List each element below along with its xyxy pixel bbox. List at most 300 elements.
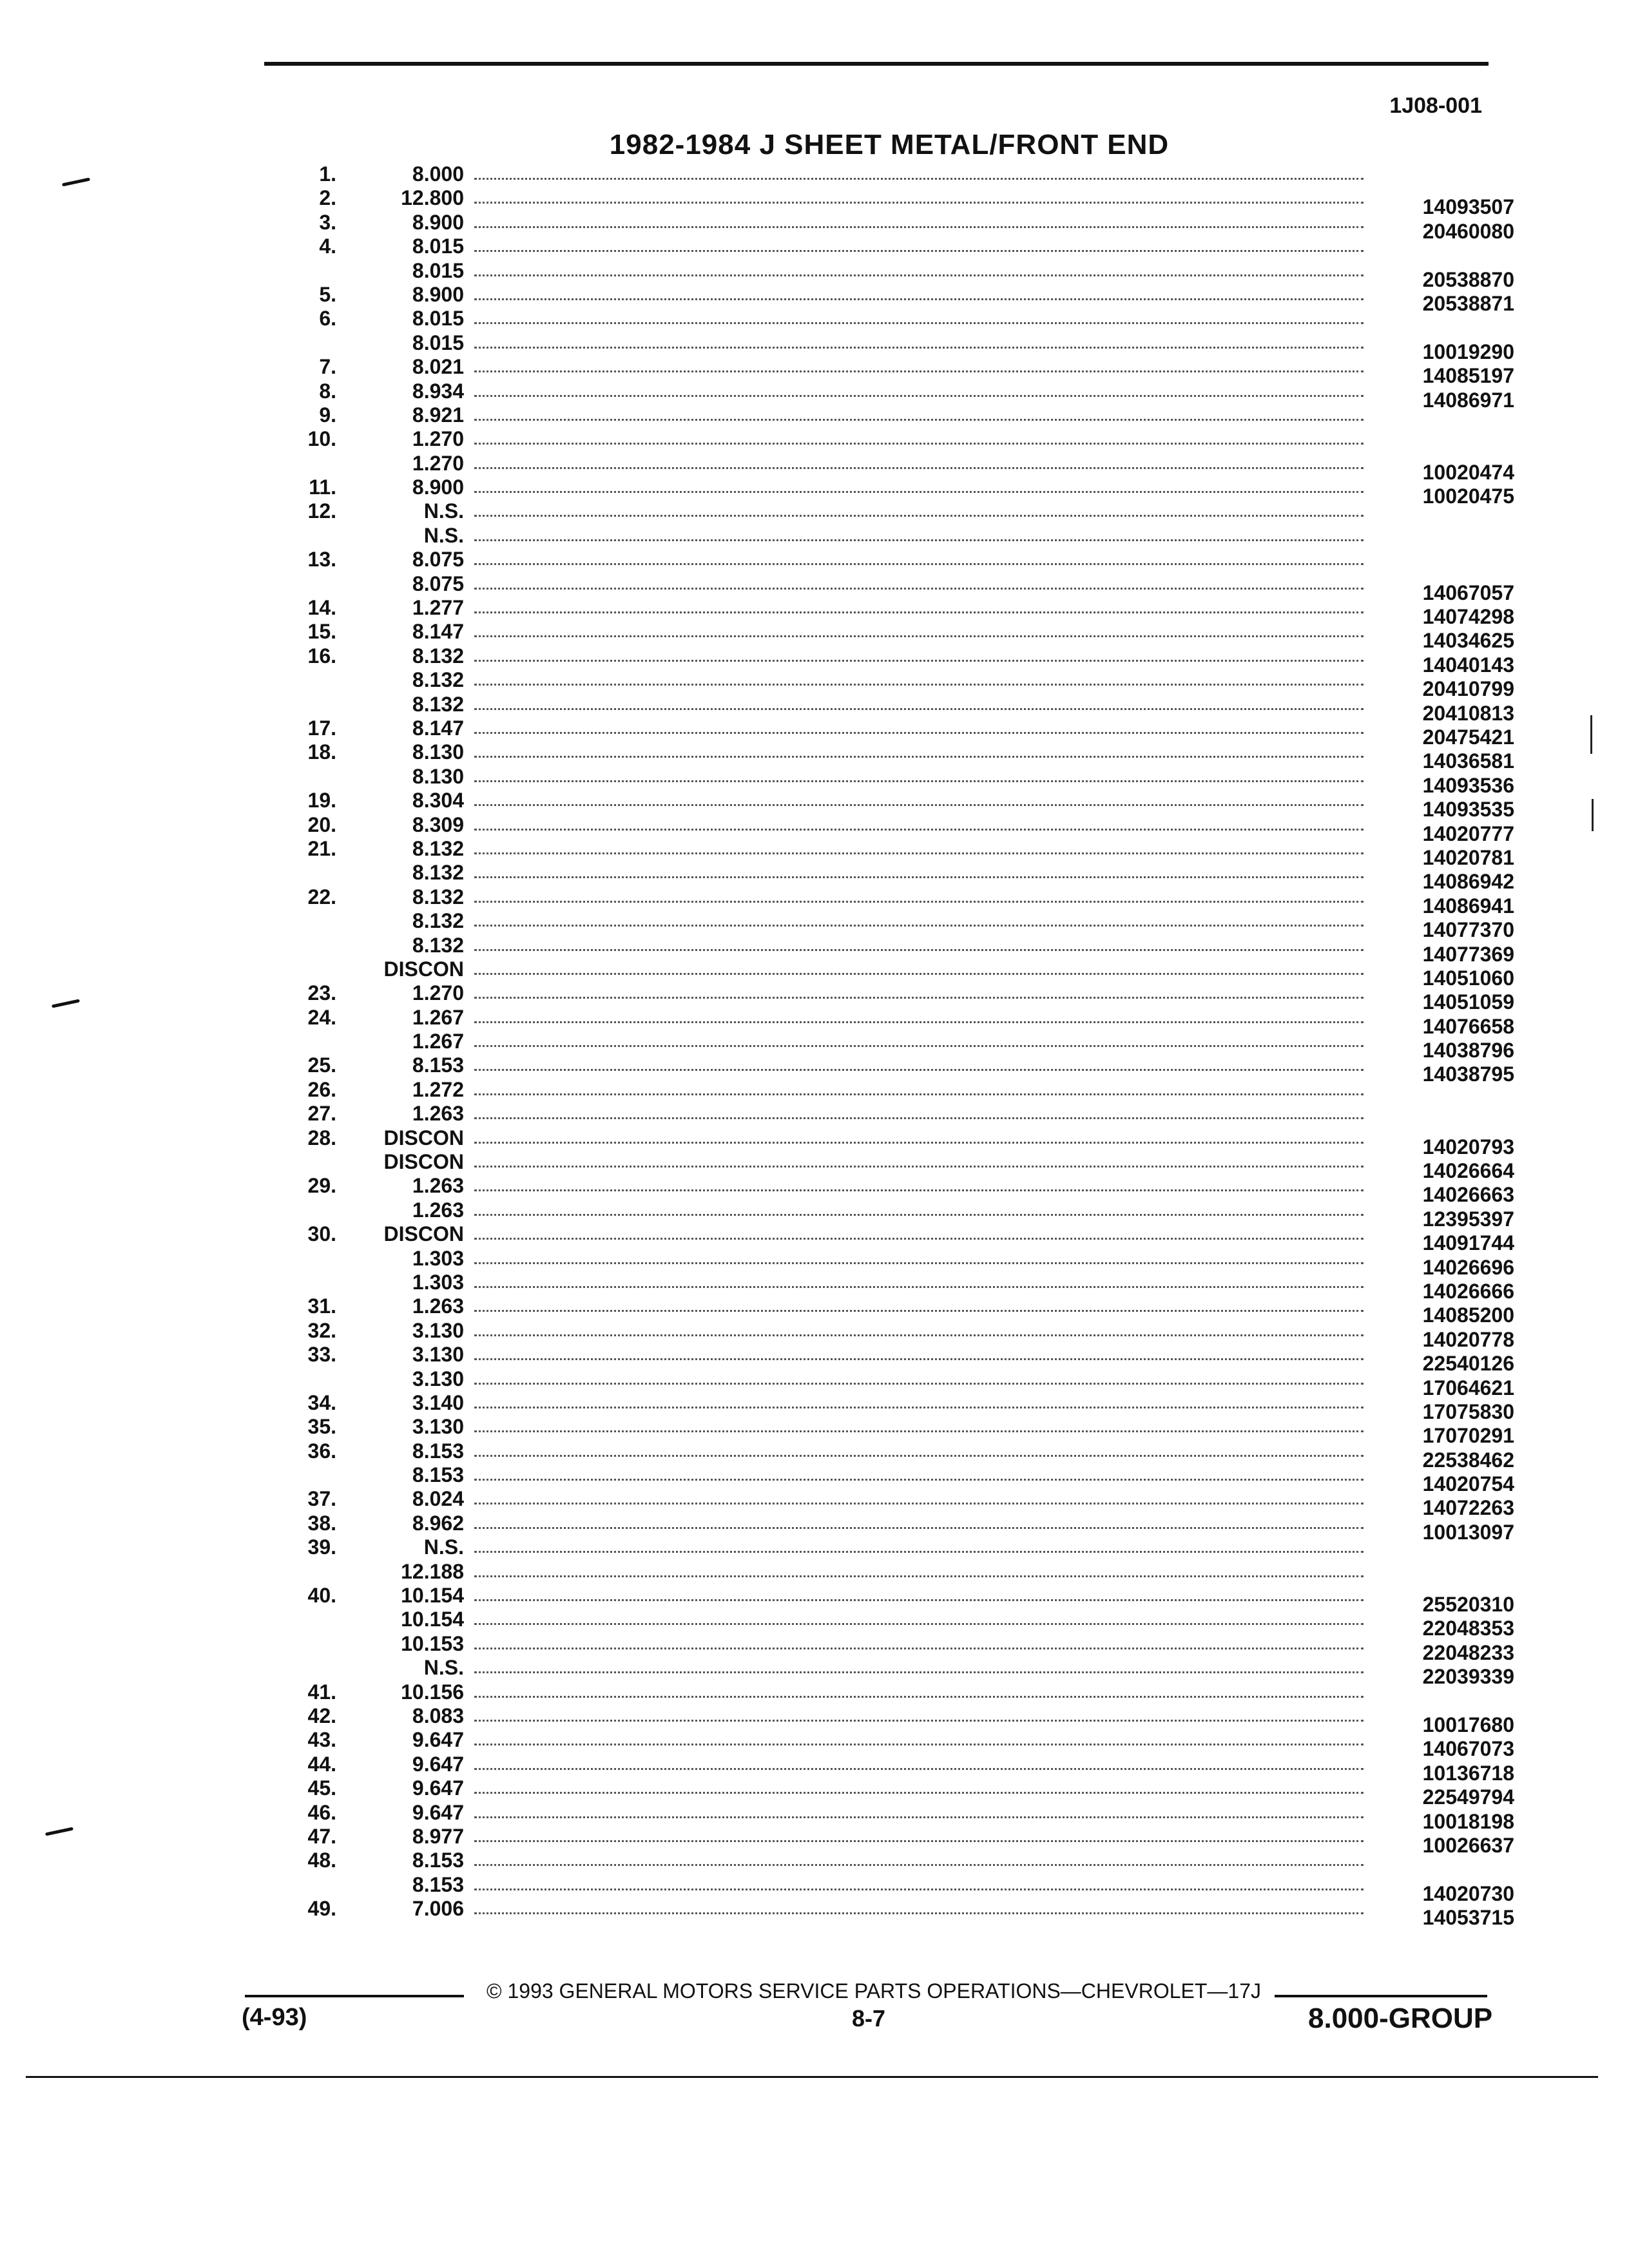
part-row [0, 1631, 1629, 1664]
part-number: 22039339 [1422, 1665, 1514, 1689]
dot-leader [474, 852, 1364, 854]
dot-leader [474, 1744, 1364, 1745]
dot-leader [474, 250, 1364, 252]
dot-leader [474, 708, 1364, 710]
part-row [0, 1584, 1629, 1617]
dot-leader [474, 563, 1364, 565]
part-number: 14038796 [1422, 1039, 1514, 1062]
dot-leader [474, 1864, 1364, 1866]
dot-leader [474, 1358, 1364, 1360]
group-number: 8.132 [412, 836, 464, 860]
item-number: 45. [307, 1776, 336, 1800]
dot-leader [474, 1286, 1364, 1288]
part-row [0, 1198, 1629, 1231]
part-number: 14020730 [1422, 1881, 1514, 1905]
part-number: 14026664 [1422, 1159, 1514, 1183]
group-number: 10.154 [401, 1584, 464, 1608]
part-number: 20475421 [1422, 725, 1514, 749]
group-number: 8.075 [412, 548, 464, 572]
dot-leader [474, 1840, 1364, 1842]
part-row [0, 1776, 1629, 1809]
item-number: 43. [307, 1728, 336, 1752]
sheet-code: 1J08-001 [1389, 93, 1482, 118]
group-number: 8.130 [412, 740, 464, 764]
item-number: 42. [307, 1704, 336, 1727]
part-row [0, 427, 1629, 451]
dot-leader [474, 1623, 1364, 1625]
dot-leader [474, 370, 1364, 372]
group-number: DISCON [383, 1126, 464, 1149]
dot-leader [474, 226, 1364, 228]
group-number: 8.024 [412, 1487, 464, 1511]
item-number: 31. [307, 1294, 336, 1318]
item-number: 4. [319, 235, 336, 258]
item-number: 19. [307, 789, 336, 812]
part-row [0, 1005, 1629, 1038]
item-number: 27. [307, 1102, 336, 1126]
item-number: 6. [319, 307, 336, 331]
part-number: 14053715 [1422, 1906, 1514, 1930]
group-number: 8.083 [412, 1704, 464, 1727]
part-row [0, 1367, 1629, 1399]
part-number: 14034625 [1422, 629, 1514, 653]
item-number: 12. [307, 499, 336, 523]
item-number: 7. [319, 355, 336, 379]
dot-leader [474, 1189, 1364, 1191]
item-number: 35. [307, 1415, 336, 1439]
part-number: 22538462 [1422, 1448, 1514, 1472]
part-number: 14074298 [1422, 605, 1514, 629]
part-number: 14077370 [1422, 918, 1514, 942]
part-number: 14085200 [1422, 1303, 1514, 1327]
group-number: 8.304 [412, 789, 464, 812]
part-row [0, 764, 1629, 797]
group-number: 8.153 [412, 1849, 464, 1872]
group-number: N.S. [423, 1656, 464, 1680]
dot-leader [474, 635, 1364, 637]
part-row [0, 596, 1629, 629]
item-number: 30. [307, 1222, 336, 1246]
group-number: N.S. [423, 523, 464, 547]
item-number: 34. [307, 1390, 336, 1414]
part-number: 14020781 [1422, 845, 1514, 869]
dot-leader [474, 1407, 1364, 1408]
part-row [0, 1415, 1629, 1448]
item-number: 9. [319, 403, 336, 427]
parts-list [0, 162, 1629, 1930]
group-number: DISCON [383, 957, 464, 981]
item-number: 28. [307, 1126, 336, 1149]
item-number: 5. [319, 282, 336, 306]
dot-leader [474, 756, 1364, 758]
dot-leader [474, 1575, 1364, 1577]
part-row [0, 1872, 1629, 1905]
part-number: 22540126 [1422, 1352, 1514, 1376]
group-number: 8.977 [412, 1824, 464, 1848]
group-number: 1.263 [412, 1294, 464, 1318]
group-number: 8.021 [412, 355, 464, 379]
dot-leader [474, 1214, 1364, 1216]
part-row [0, 282, 1629, 315]
item-number: 37. [307, 1487, 336, 1511]
part-row [0, 789, 1629, 822]
dot-leader [474, 780, 1364, 782]
part-row [0, 1126, 1629, 1158]
group-number: 8.309 [412, 812, 464, 836]
group-number: 12.188 [401, 1559, 464, 1583]
part-number: 14051059 [1422, 990, 1514, 1014]
dot-leader [474, 684, 1364, 686]
item-number: 3. [319, 210, 336, 234]
part-row [0, 885, 1629, 918]
item-number: 49. [307, 1897, 336, 1921]
part-row [0, 957, 1629, 990]
part-row [0, 1174, 1629, 1207]
group-number: 10.154 [401, 1608, 464, 1631]
part-row [0, 1053, 1629, 1086]
part-number: 20410799 [1422, 677, 1514, 701]
part-row [0, 1487, 1629, 1520]
dot-leader [474, 829, 1364, 831]
part-number: 14067073 [1422, 1737, 1514, 1761]
part-row [0, 403, 1629, 427]
part-number: 14020754 [1422, 1472, 1514, 1496]
dot-leader [474, 515, 1364, 517]
group-number: 8.132 [412, 909, 464, 933]
dot-leader [474, 1527, 1364, 1529]
part-number: 14093536 [1422, 773, 1514, 797]
dot-leader [474, 973, 1364, 975]
part-row [0, 1390, 1629, 1423]
item-number: 14. [307, 596, 336, 620]
part-number: 17064621 [1422, 1376, 1514, 1399]
part-row [0, 524, 1629, 548]
dot-leader [474, 1310, 1364, 1312]
part-number: 14086942 [1422, 870, 1514, 894]
group-number: 8.132 [412, 644, 464, 668]
group-number: 10.156 [401, 1680, 464, 1704]
part-number: 14093535 [1422, 798, 1514, 822]
part-number: 10017680 [1422, 1713, 1514, 1736]
part-number: 10013097 [1422, 1520, 1514, 1544]
part-row [0, 451, 1629, 484]
dot-leader [474, 1671, 1364, 1673]
part-row [0, 1728, 1629, 1761]
dot-leader [474, 1117, 1364, 1119]
group-number: 1.267 [412, 1005, 464, 1029]
part-row [0, 355, 1629, 388]
group-number: 8.132 [412, 861, 464, 885]
group-number: 8.900 [412, 210, 464, 234]
part-row [0, 1656, 1629, 1689]
group-number: 8.132 [412, 668, 464, 692]
dot-leader [474, 178, 1364, 180]
item-number: 16. [307, 644, 336, 668]
dot-leader [474, 1768, 1364, 1770]
part-number: 14038795 [1422, 1062, 1514, 1086]
dot-leader [474, 925, 1364, 927]
part-row [0, 307, 1629, 331]
part-row [0, 692, 1629, 725]
part-row [0, 812, 1629, 845]
dot-leader [474, 1093, 1364, 1095]
group-number: 8.153 [412, 1872, 464, 1896]
part-row [0, 836, 1629, 869]
item-number: 39. [307, 1535, 336, 1559]
footer-date: (4-93) [242, 2004, 307, 2031]
part-number: 14086941 [1422, 894, 1514, 918]
dot-leader [474, 1334, 1364, 1336]
dot-leader [474, 274, 1364, 276]
group-number: 1.270 [412, 451, 464, 475]
dot-leader [474, 1912, 1364, 1914]
part-row [0, 1752, 1629, 1785]
dot-leader [474, 588, 1364, 590]
part-row [0, 186, 1629, 219]
top-rule [264, 62, 1489, 66]
item-number: 24. [307, 1005, 336, 1029]
item-number: 46. [307, 1800, 336, 1824]
group-number: 8.962 [412, 1511, 464, 1535]
part-row [0, 1270, 1629, 1303]
dot-leader [474, 539, 1364, 541]
part-number: 20538870 [1422, 267, 1514, 291]
item-number: 11. [309, 476, 336, 499]
group-number: 8.075 [412, 572, 464, 595]
part-row [0, 572, 1629, 604]
group-number: 1.267 [412, 1030, 464, 1053]
group-number: N.S. [423, 1535, 464, 1559]
dot-leader [474, 1792, 1364, 1794]
part-row [0, 1608, 1629, 1640]
group-number: 3.140 [412, 1390, 464, 1414]
group-number: 8.132 [412, 933, 464, 957]
part-row [0, 1318, 1629, 1351]
part-number: 14091744 [1422, 1231, 1514, 1255]
part-number: 17075830 [1422, 1399, 1514, 1423]
item-number: 2. [319, 186, 336, 210]
part-number: 10020474 [1422, 460, 1514, 484]
part-row [0, 1511, 1629, 1544]
item-number: 1. [319, 162, 336, 186]
part-number: 12395397 [1422, 1207, 1514, 1231]
part-number: 10018198 [1422, 1809, 1514, 1833]
part-row [0, 1343, 1629, 1376]
dot-leader [474, 1551, 1364, 1553]
footer-copyright: © 1993 GENERAL MOTORS SERVICE PARTS OPERATIONS—CHEVROLET—17J [487, 1979, 1261, 2003]
group-number: 8.900 [412, 476, 464, 499]
part-number: 25520310 [1422, 1593, 1514, 1617]
footer-page-number: 8-7 [852, 2005, 886, 2032]
dot-leader [474, 298, 1364, 300]
dot-leader [474, 1430, 1364, 1432]
item-number: 8. [319, 379, 336, 403]
margin-mark [1590, 715, 1592, 754]
part-number: 14076658 [1422, 1014, 1514, 1038]
group-number: 8.130 [412, 764, 464, 788]
part-row [0, 1439, 1629, 1472]
part-number: 14026696 [1422, 1255, 1514, 1279]
part-row [0, 1704, 1629, 1736]
part-row [0, 981, 1629, 1014]
item-number: 23. [307, 981, 336, 1005]
dot-leader [474, 949, 1364, 951]
dot-leader [474, 1238, 1364, 1240]
part-row [0, 1535, 1629, 1559]
dot-leader [474, 322, 1364, 324]
footer-left-rule [245, 1995, 464, 1997]
item-number: 18. [307, 740, 336, 764]
item-number: 21. [307, 836, 336, 860]
dot-leader [474, 419, 1364, 421]
group-number: 9.647 [412, 1728, 464, 1752]
item-number: 36. [307, 1439, 336, 1463]
part-number: 22549794 [1422, 1785, 1514, 1809]
part-number: 14040143 [1422, 653, 1514, 677]
dot-leader [474, 660, 1364, 662]
item-number: 10. [307, 427, 336, 451]
footer-right-rule [1275, 1995, 1487, 1997]
group-number: DISCON [383, 1222, 464, 1246]
part-row [0, 1222, 1629, 1255]
group-number: 3.130 [412, 1367, 464, 1390]
dot-leader [474, 1720, 1364, 1722]
part-number: 14067057 [1422, 581, 1514, 604]
part-row [0, 716, 1629, 749]
part-row [0, 933, 1629, 966]
item-number: 15. [307, 620, 336, 644]
group-number: 1.272 [412, 1077, 464, 1101]
dot-leader [474, 1888, 1364, 1890]
dot-leader [474, 443, 1364, 445]
part-number: 14051060 [1422, 966, 1514, 990]
dot-leader [474, 202, 1364, 204]
dot-leader [474, 901, 1364, 903]
group-number: 8.153 [412, 1439, 464, 1463]
dot-leader [474, 1599, 1364, 1601]
group-number: 9.647 [412, 1800, 464, 1824]
dot-leader [474, 804, 1364, 806]
part-row [0, 162, 1629, 186]
part-row [0, 499, 1629, 523]
part-row [0, 1078, 1629, 1102]
group-number: N.S. [423, 499, 464, 523]
part-number: 14020777 [1422, 822, 1514, 845]
group-number: 8.000 [412, 162, 464, 186]
group-number: 1.263 [412, 1174, 464, 1198]
part-row [0, 379, 1629, 412]
part-number: 14085197 [1422, 364, 1514, 388]
part-number: 14093507 [1422, 195, 1514, 219]
item-number: 17. [307, 716, 336, 740]
part-row [0, 1800, 1629, 1833]
item-number: 20. [307, 812, 336, 836]
part-number: 22048353 [1422, 1617, 1514, 1640]
part-number: 20538871 [1422, 291, 1514, 315]
dot-leader [474, 732, 1364, 734]
part-row [0, 476, 1629, 508]
part-row [0, 548, 1629, 572]
part-number: 14026663 [1422, 1183, 1514, 1207]
part-number: 10026637 [1422, 1833, 1514, 1857]
group-number: 1.270 [412, 427, 464, 451]
dot-leader [474, 395, 1364, 397]
part-row [0, 668, 1629, 701]
group-number: 8.015 [412, 258, 464, 282]
part-number: 14086971 [1422, 388, 1514, 412]
part-row [0, 1824, 1629, 1857]
part-row [0, 861, 1629, 894]
part-row [0, 1150, 1629, 1183]
page-title: 1982-1984 J SHEET METAL/FRONT END [609, 129, 1170, 160]
group-number: 8.015 [412, 235, 464, 258]
part-row [0, 258, 1629, 291]
group-number: 8.900 [412, 282, 464, 306]
group-number: 8.015 [412, 331, 464, 354]
dot-leader [474, 1383, 1364, 1385]
part-row [0, 740, 1629, 773]
dot-leader [474, 1262, 1364, 1264]
group-number: 3.130 [412, 1415, 464, 1439]
part-number: 10136718 [1422, 1761, 1514, 1785]
group-number: 8.934 [412, 379, 464, 403]
item-number: 29. [307, 1174, 336, 1198]
part-row [0, 1030, 1629, 1062]
part-number: 14072263 [1422, 1496, 1514, 1520]
part-number: 17070291 [1422, 1424, 1514, 1448]
group-number: 8.147 [412, 620, 464, 644]
item-number: 13. [307, 548, 336, 572]
group-number: 9.647 [412, 1752, 464, 1776]
group-number: 1.263 [412, 1198, 464, 1222]
part-row [0, 644, 1629, 677]
dot-leader [474, 1142, 1364, 1144]
group-number: 1.303 [412, 1270, 464, 1294]
group-number: 9.647 [412, 1776, 464, 1800]
item-number: 48. [307, 1849, 336, 1872]
dot-leader [474, 1816, 1364, 1818]
part-row [0, 235, 1629, 258]
item-number: 41. [307, 1680, 336, 1704]
part-row [0, 620, 1629, 653]
group-number: 8.015 [412, 307, 464, 331]
dot-leader [474, 611, 1364, 613]
part-number: 14077369 [1422, 942, 1514, 966]
part-row [0, 1897, 1629, 1930]
part-number: 14020793 [1422, 1135, 1514, 1158]
part-number: 14026666 [1422, 1279, 1514, 1303]
part-row [0, 1463, 1629, 1496]
group-number: 3.130 [412, 1343, 464, 1367]
group-number: 8.147 [412, 716, 464, 740]
dot-leader [474, 997, 1364, 999]
item-number: 40. [307, 1584, 336, 1608]
group-number: 8.921 [412, 403, 464, 427]
part-row [0, 1246, 1629, 1279]
dot-leader [474, 467, 1364, 469]
group-number: 1.277 [412, 596, 464, 620]
dot-leader [474, 1455, 1364, 1457]
part-number: 10019290 [1422, 340, 1514, 363]
part-row [0, 1102, 1629, 1126]
item-number: 44. [307, 1752, 336, 1776]
part-number: 14020778 [1422, 1327, 1514, 1351]
part-row [0, 1849, 1629, 1872]
part-number: 20410813 [1422, 701, 1514, 725]
margin-mark [1592, 799, 1594, 831]
group-number: 7.006 [412, 1897, 464, 1921]
part-row [0, 210, 1629, 243]
